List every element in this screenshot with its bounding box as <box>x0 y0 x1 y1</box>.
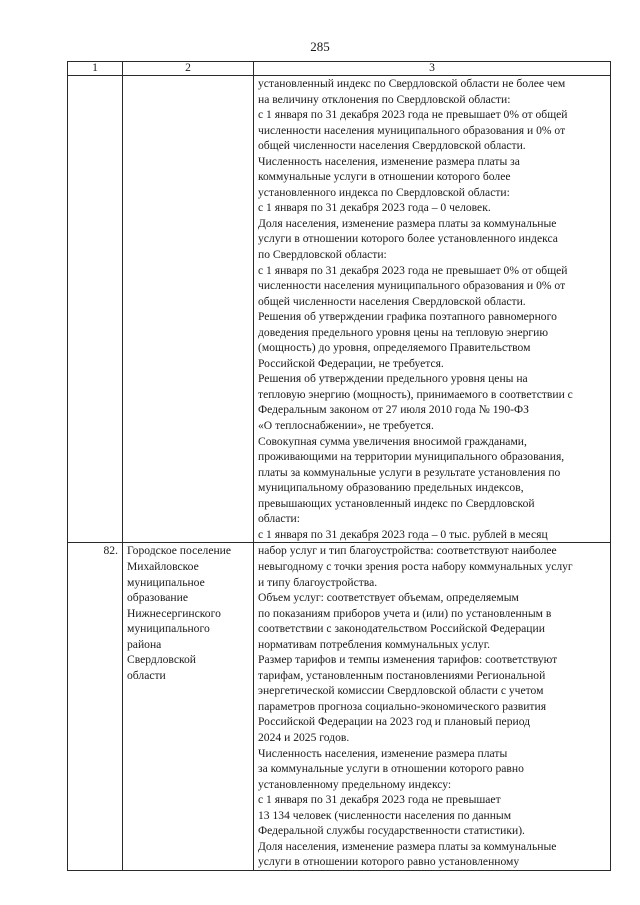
text-line: 13 134 человек (численности населения по данным <box>258 808 512 822</box>
text-line: с 1 января по 31 декабря 2023 года не превышает 0% от общей <box>258 263 568 277</box>
text-line: Численность населения, изменение размера платы за <box>258 154 520 168</box>
text-line: невыгодному с точки зрения роста набору коммунальных услуг <box>258 559 573 573</box>
row-name-cell <box>123 76 254 543</box>
text-line: Решения об утверждении графика поэтапного равномерного <box>258 310 557 324</box>
row-description-cell <box>254 76 611 543</box>
row-description-cell <box>254 543 611 870</box>
header-col-2: 2 <box>123 62 254 76</box>
text-line: энергетической комиссии Свердловской области с учетом <box>258 684 544 698</box>
table-row-continued <box>68 76 611 543</box>
text-line: тарифам, установленным постановлениями Региональной <box>258 668 546 682</box>
text-line: услуги в отношении которого равно установленному <box>258 855 520 869</box>
row-number <box>68 76 123 543</box>
text-line: коммунальные услуги в отношении которого более <box>258 170 511 184</box>
text-line: численности населения муниципального образования и 0% от <box>258 279 566 293</box>
text-line: Федеральной службы государственности статистики). <box>258 824 525 838</box>
text-line: проживающими на территории муниципального образования, <box>258 450 565 464</box>
text-line: района <box>127 637 162 651</box>
header-col-1: 1 <box>68 62 123 76</box>
text-line: за коммунальные услуги в отношении которого равно <box>258 762 524 776</box>
text-line: с 1 января по 31 декабря 2023 года – 0 человек. <box>258 201 491 215</box>
text-line: численности населения муниципального образования и 0% от <box>258 123 566 137</box>
text-line: общей численности населения Свердловской области. <box>258 139 526 153</box>
text-line: установленного индекса по Свердловской области: <box>258 185 510 199</box>
text-line: Городское поселение <box>127 544 232 558</box>
text-line: Совокупная сумма увеличения вносимой гражданами, <box>258 434 527 448</box>
text-line: муниципального <box>127 622 210 636</box>
text-line: доведения предельного уровня цены на тепловую энергию <box>258 325 549 339</box>
text-line: набор услуг и тип благоустройства: соответствуют наиболее <box>258 544 557 558</box>
text-line: с 1 января по 31 декабря 2023 года не превышает 0% от общей <box>258 108 568 122</box>
text-line: установленному предельному индексу: <box>258 777 452 791</box>
text-line: Свердловской <box>127 653 197 667</box>
text-line: «О теплоснабжении», не требуется. <box>258 419 434 433</box>
text-line: услуги в отношении которого более установленного индекса <box>258 232 558 246</box>
text-line: Михайловское <box>127 559 199 573</box>
text-line: Численность населения, изменение размера платы <box>258 746 508 760</box>
text-line: платы за коммунальные услуги в результате установления по <box>258 465 561 479</box>
text-line: Нижнесергинского <box>127 606 221 620</box>
text-line: Объем услуг: соответствует объемам, определяемым <box>258 591 519 605</box>
row-number: 82. <box>68 543 123 870</box>
text-line: по показаниям приборов учета и (или) по установленным в <box>258 606 552 620</box>
text-line: на величину отклонения по Свердловской области: <box>258 92 511 106</box>
text-line: превышающих установленный индекс по Свердловской <box>258 496 535 510</box>
text-line: по Свердловской области: <box>258 248 387 262</box>
text-line: (мощность) до уровня, определяемого Правительством <box>258 341 531 355</box>
header-col-3: 3 <box>254 62 611 76</box>
text-line: образование <box>127 591 188 605</box>
page-number: 285 <box>310 39 330 54</box>
table-header-row <box>68 62 611 76</box>
text-line: муниципальное <box>127 575 205 589</box>
text-line: с 1 января по 31 декабря 2023 года – 0 тыс. рублей в месяц <box>258 527 548 541</box>
text-line: тепловую энергию (мощность), принимаемого в соответствии с <box>258 387 573 401</box>
text-line: установленный индекс по Свердловской области не более чем <box>258 77 566 90</box>
text-line: Размер тарифов и темпы изменения тарифов: соответствуют <box>258 653 558 667</box>
text-line: муниципальному образованию предельных индексов, <box>258 481 524 495</box>
text-line: области: <box>258 512 300 526</box>
text-line: параметров прогноза социально-экономического развития <box>258 699 547 713</box>
text-line: Доля населения, изменение размера платы за коммунальные <box>258 216 557 230</box>
text-line: и типу благоустройства. <box>258 575 378 589</box>
text-line: с 1 января по 31 декабря 2023 года не превышает <box>258 793 501 807</box>
text-line: области <box>127 668 166 682</box>
text-line: Федеральным законом от 27 июля 2010 года № 190-ФЗ <box>258 403 529 417</box>
text-line: Российской Федерации на 2023 год и плановый период <box>258 715 531 729</box>
data-table <box>67 61 611 871</box>
text-line: общей численности населения Свердловской области. <box>258 294 526 308</box>
table-row-82 <box>68 543 611 870</box>
text-line: Доля населения, изменение размера платы за коммунальные <box>258 839 557 853</box>
text-line: соответствии с законодательством Российской Федерации <box>258 622 545 636</box>
text-line: нормативам потребления коммунальных услуг. <box>258 637 491 651</box>
text-line: 2024 и 2025 годов. <box>258 730 350 744</box>
row-name-cell <box>123 543 254 870</box>
text-line: Решения об утверждении предельного уровня цены на <box>258 372 528 386</box>
text-line: Российской Федерации, не требуется. <box>258 356 444 370</box>
